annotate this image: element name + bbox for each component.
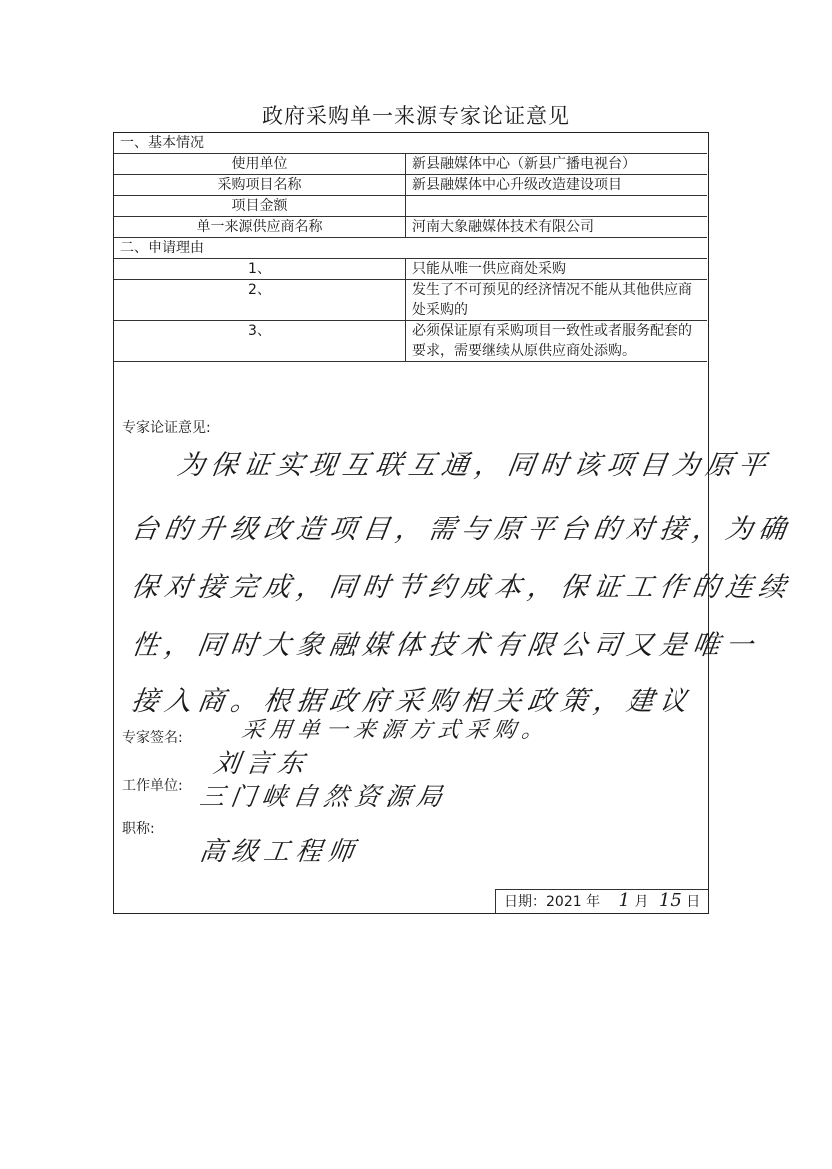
job-title-label: 职称:	[122, 821, 155, 837]
row-value-unit: 新县融媒体中心（新县广播电视台）	[406, 154, 708, 175]
reason-number: 2、	[114, 280, 406, 321]
date-month-unit: 月	[634, 894, 649, 910]
expert-opinion-area	[114, 413, 794, 913]
handwritten-line: 保对接完成，同时节约成本，保证工作的连续	[129, 572, 794, 603]
expert-signature-label: 专家签名:	[122, 730, 183, 746]
row-label-project: 采购项目名称	[114, 175, 406, 196]
reason-number: 1、	[114, 259, 406, 280]
reason-text: 发生了不可预见的经济情况不能从其他供应商处采购的	[406, 280, 708, 321]
section2-heading: 二、申请理由	[114, 238, 707, 259]
row-value-supplier: 河南大象融媒体技术有限公司	[406, 217, 708, 238]
row-label-supplier: 单一来源供应商名称	[114, 217, 406, 238]
section1-heading: 一、基本情况	[114, 133, 707, 154]
date-day-unit: 日	[686, 894, 701, 910]
expert-signature: 刘言东	[211, 749, 312, 779]
work-unit-value: 三门峡自然资源局	[197, 782, 450, 811]
handwritten-line: 接入商。根据政府采购相关政策，建议	[129, 686, 695, 717]
job-title-value: 高级工程师	[197, 837, 362, 867]
row-value-amount	[406, 196, 708, 217]
work-unit-label: 工作单位:	[122, 778, 183, 794]
reason-text: 只能从唯一供应商处采购	[406, 259, 708, 280]
date-label: 日期：2021 年	[504, 894, 601, 910]
date-day: 15	[658, 890, 682, 911]
basic-info-table	[114, 133, 707, 362]
handwritten-line: 台的升级改造项目，需与原平台的对接，为确	[129, 514, 794, 545]
reason-text: 必须保证原有采购项目一致性或者服务配套的要求，需要继续从原供应商处添购。	[406, 321, 708, 362]
reason-number: 3、	[114, 321, 406, 362]
handwritten-line: 性，同时大象融媒体技术有限公司又是唯一	[129, 630, 761, 661]
date-field	[495, 889, 708, 913]
form-frame	[113, 132, 794, 914]
row-value-project: 新县融媒体中心升级改造建设项目	[406, 175, 708, 196]
date-month: 1	[618, 890, 630, 911]
row-label-unit: 使用单位	[114, 154, 406, 175]
handwritten-line: 为保证实现互联互通，同时该项目为原平	[175, 450, 774, 481]
row-label-amount: 项目金额	[114, 196, 406, 217]
handwritten-line: 采用单一来源方式采购。	[239, 718, 552, 743]
document-title: 政府采购单一来源专家论证意见	[262, 104, 570, 128]
opinion-label: 专家论证意见:	[122, 420, 211, 436]
